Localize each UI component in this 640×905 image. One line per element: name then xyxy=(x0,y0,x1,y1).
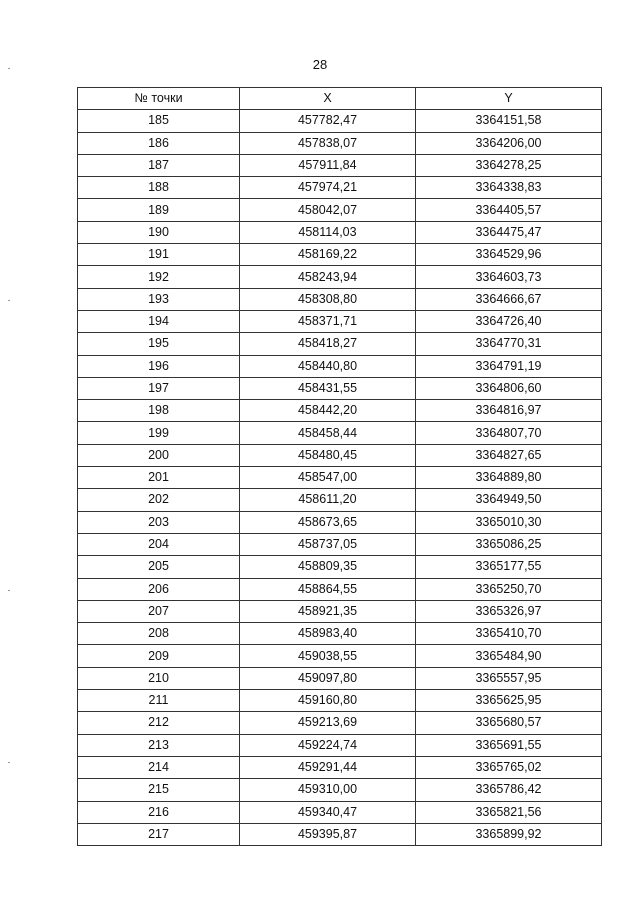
table-row xyxy=(78,623,602,645)
cell-y: 3365086,25 xyxy=(416,533,602,555)
table-row xyxy=(78,221,602,243)
cell-y: 3364405,57 xyxy=(416,199,602,221)
table-row xyxy=(78,645,602,667)
table-row xyxy=(78,712,602,734)
table-row xyxy=(78,244,602,266)
table-row xyxy=(78,400,602,422)
cell-y: 3365625,95 xyxy=(416,690,602,712)
cell-x: 458308,80 xyxy=(240,288,416,310)
cell-x: 458371,71 xyxy=(240,310,416,332)
cell-x: 458442,20 xyxy=(240,400,416,422)
cell-y: 3364807,70 xyxy=(416,422,602,444)
table-row xyxy=(78,823,602,845)
cell-point-number: 196 xyxy=(78,355,240,377)
cell-point-number: 200 xyxy=(78,444,240,466)
column-header-point: № точки xyxy=(78,88,240,110)
cell-y: 3364889,80 xyxy=(416,467,602,489)
cell-y: 3364603,73 xyxy=(416,266,602,288)
cell-x: 459395,87 xyxy=(240,823,416,845)
cell-x: 458480,45 xyxy=(240,444,416,466)
cell-y: 3365177,55 xyxy=(416,556,602,578)
cell-point-number: 207 xyxy=(78,600,240,622)
cell-point-number: 189 xyxy=(78,199,240,221)
table-body xyxy=(78,110,602,846)
coordinates-table xyxy=(77,87,602,846)
column-header-y: Y xyxy=(416,88,602,110)
cell-x: 459291,44 xyxy=(240,756,416,778)
table-row xyxy=(78,444,602,466)
table-row xyxy=(78,489,602,511)
cell-x: 458864,55 xyxy=(240,578,416,600)
table-row xyxy=(78,511,602,533)
cell-y: 3364827,65 xyxy=(416,444,602,466)
column-header-x: X xyxy=(240,88,416,110)
scan-speck xyxy=(8,300,10,301)
table-row xyxy=(78,690,602,712)
table-row xyxy=(78,556,602,578)
cell-y: 3364278,25 xyxy=(416,154,602,176)
cell-point-number: 212 xyxy=(78,712,240,734)
cell-x: 459213,69 xyxy=(240,712,416,734)
table-row xyxy=(78,734,602,756)
table-row xyxy=(78,266,602,288)
cell-x: 458921,35 xyxy=(240,600,416,622)
cell-point-number: 191 xyxy=(78,244,240,266)
cell-y: 3365484,90 xyxy=(416,645,602,667)
cell-point-number: 205 xyxy=(78,556,240,578)
cell-point-number: 185 xyxy=(78,110,240,132)
scan-speck xyxy=(8,68,10,69)
cell-y: 3365821,56 xyxy=(416,801,602,823)
cell-x: 459340,47 xyxy=(240,801,416,823)
table-row xyxy=(78,199,602,221)
cell-point-number: 210 xyxy=(78,667,240,689)
cell-y: 3365765,02 xyxy=(416,756,602,778)
cell-x: 457838,07 xyxy=(240,132,416,154)
cell-x: 457974,21 xyxy=(240,177,416,199)
cell-x: 459097,80 xyxy=(240,667,416,689)
cell-y: 3364338,83 xyxy=(416,177,602,199)
cell-point-number: 195 xyxy=(78,333,240,355)
cell-y: 3364791,19 xyxy=(416,355,602,377)
cell-point-number: 201 xyxy=(78,467,240,489)
table-row xyxy=(78,177,602,199)
cell-x: 459038,55 xyxy=(240,645,416,667)
cell-y: 3365326,97 xyxy=(416,600,602,622)
cell-x: 458673,65 xyxy=(240,511,416,533)
cell-point-number: 199 xyxy=(78,422,240,444)
cell-point-number: 193 xyxy=(78,288,240,310)
cell-point-number: 214 xyxy=(78,756,240,778)
cell-point-number: 217 xyxy=(78,823,240,845)
table-row xyxy=(78,355,602,377)
cell-x: 458440,80 xyxy=(240,355,416,377)
table-row xyxy=(78,377,602,399)
cell-x: 458042,07 xyxy=(240,199,416,221)
cell-y: 3364816,97 xyxy=(416,400,602,422)
cell-point-number: 215 xyxy=(78,779,240,801)
cell-y: 3364806,60 xyxy=(416,377,602,399)
cell-x: 458114,03 xyxy=(240,221,416,243)
cell-x: 459160,80 xyxy=(240,690,416,712)
table-row xyxy=(78,667,602,689)
cell-y: 3365250,70 xyxy=(416,578,602,600)
cell-x: 459224,74 xyxy=(240,734,416,756)
table-row xyxy=(78,533,602,555)
cell-point-number: 192 xyxy=(78,266,240,288)
cell-y: 3365691,55 xyxy=(416,734,602,756)
cell-point-number: 211 xyxy=(78,690,240,712)
cell-y: 3365680,57 xyxy=(416,712,602,734)
cell-point-number: 186 xyxy=(78,132,240,154)
cell-point-number: 194 xyxy=(78,310,240,332)
cell-point-number: 202 xyxy=(78,489,240,511)
cell-x: 458431,55 xyxy=(240,377,416,399)
cell-y: 3364151,58 xyxy=(416,110,602,132)
cell-y: 3365786,42 xyxy=(416,779,602,801)
cell-point-number: 208 xyxy=(78,623,240,645)
table-row xyxy=(78,801,602,823)
cell-y: 3364770,31 xyxy=(416,333,602,355)
cell-x: 457782,47 xyxy=(240,110,416,132)
scan-speck xyxy=(8,762,10,763)
cell-y: 3364206,00 xyxy=(416,132,602,154)
table-row xyxy=(78,110,602,132)
cell-x: 458169,22 xyxy=(240,244,416,266)
table-row xyxy=(78,310,602,332)
cell-point-number: 216 xyxy=(78,801,240,823)
table-row xyxy=(78,779,602,801)
cell-y: 3364529,96 xyxy=(416,244,602,266)
cell-y: 3364475,47 xyxy=(416,221,602,243)
table-row xyxy=(78,333,602,355)
scan-speck xyxy=(8,590,10,591)
table-row xyxy=(78,132,602,154)
cell-point-number: 209 xyxy=(78,645,240,667)
cell-x: 458737,05 xyxy=(240,533,416,555)
table-row xyxy=(78,288,602,310)
table-row xyxy=(78,756,602,778)
cell-x: 457911,84 xyxy=(240,154,416,176)
cell-point-number: 187 xyxy=(78,154,240,176)
cell-y: 3364949,50 xyxy=(416,489,602,511)
cell-x: 459310,00 xyxy=(240,779,416,801)
cell-x: 458611,20 xyxy=(240,489,416,511)
table-row xyxy=(78,578,602,600)
table-row xyxy=(78,154,602,176)
cell-y: 3364666,67 xyxy=(416,288,602,310)
page-number: 28 xyxy=(312,57,328,72)
table-row xyxy=(78,422,602,444)
table-header-row xyxy=(78,88,602,110)
table-row xyxy=(78,467,602,489)
table-row xyxy=(78,600,602,622)
cell-point-number: 190 xyxy=(78,221,240,243)
cell-point-number: 204 xyxy=(78,533,240,555)
cell-point-number: 206 xyxy=(78,578,240,600)
cell-x: 458547,00 xyxy=(240,467,416,489)
cell-point-number: 188 xyxy=(78,177,240,199)
cell-point-number: 198 xyxy=(78,400,240,422)
cell-x: 458418,27 xyxy=(240,333,416,355)
cell-x: 458243,94 xyxy=(240,266,416,288)
cell-x: 458983,40 xyxy=(240,623,416,645)
cell-point-number: 203 xyxy=(78,511,240,533)
cell-y: 3365410,70 xyxy=(416,623,602,645)
cell-y: 3365557,95 xyxy=(416,667,602,689)
cell-y: 3364726,40 xyxy=(416,310,602,332)
cell-x: 458809,35 xyxy=(240,556,416,578)
cell-y: 3365899,92 xyxy=(416,823,602,845)
cell-y: 3365010,30 xyxy=(416,511,602,533)
cell-x: 458458,44 xyxy=(240,422,416,444)
cell-point-number: 197 xyxy=(78,377,240,399)
cell-point-number: 213 xyxy=(78,734,240,756)
